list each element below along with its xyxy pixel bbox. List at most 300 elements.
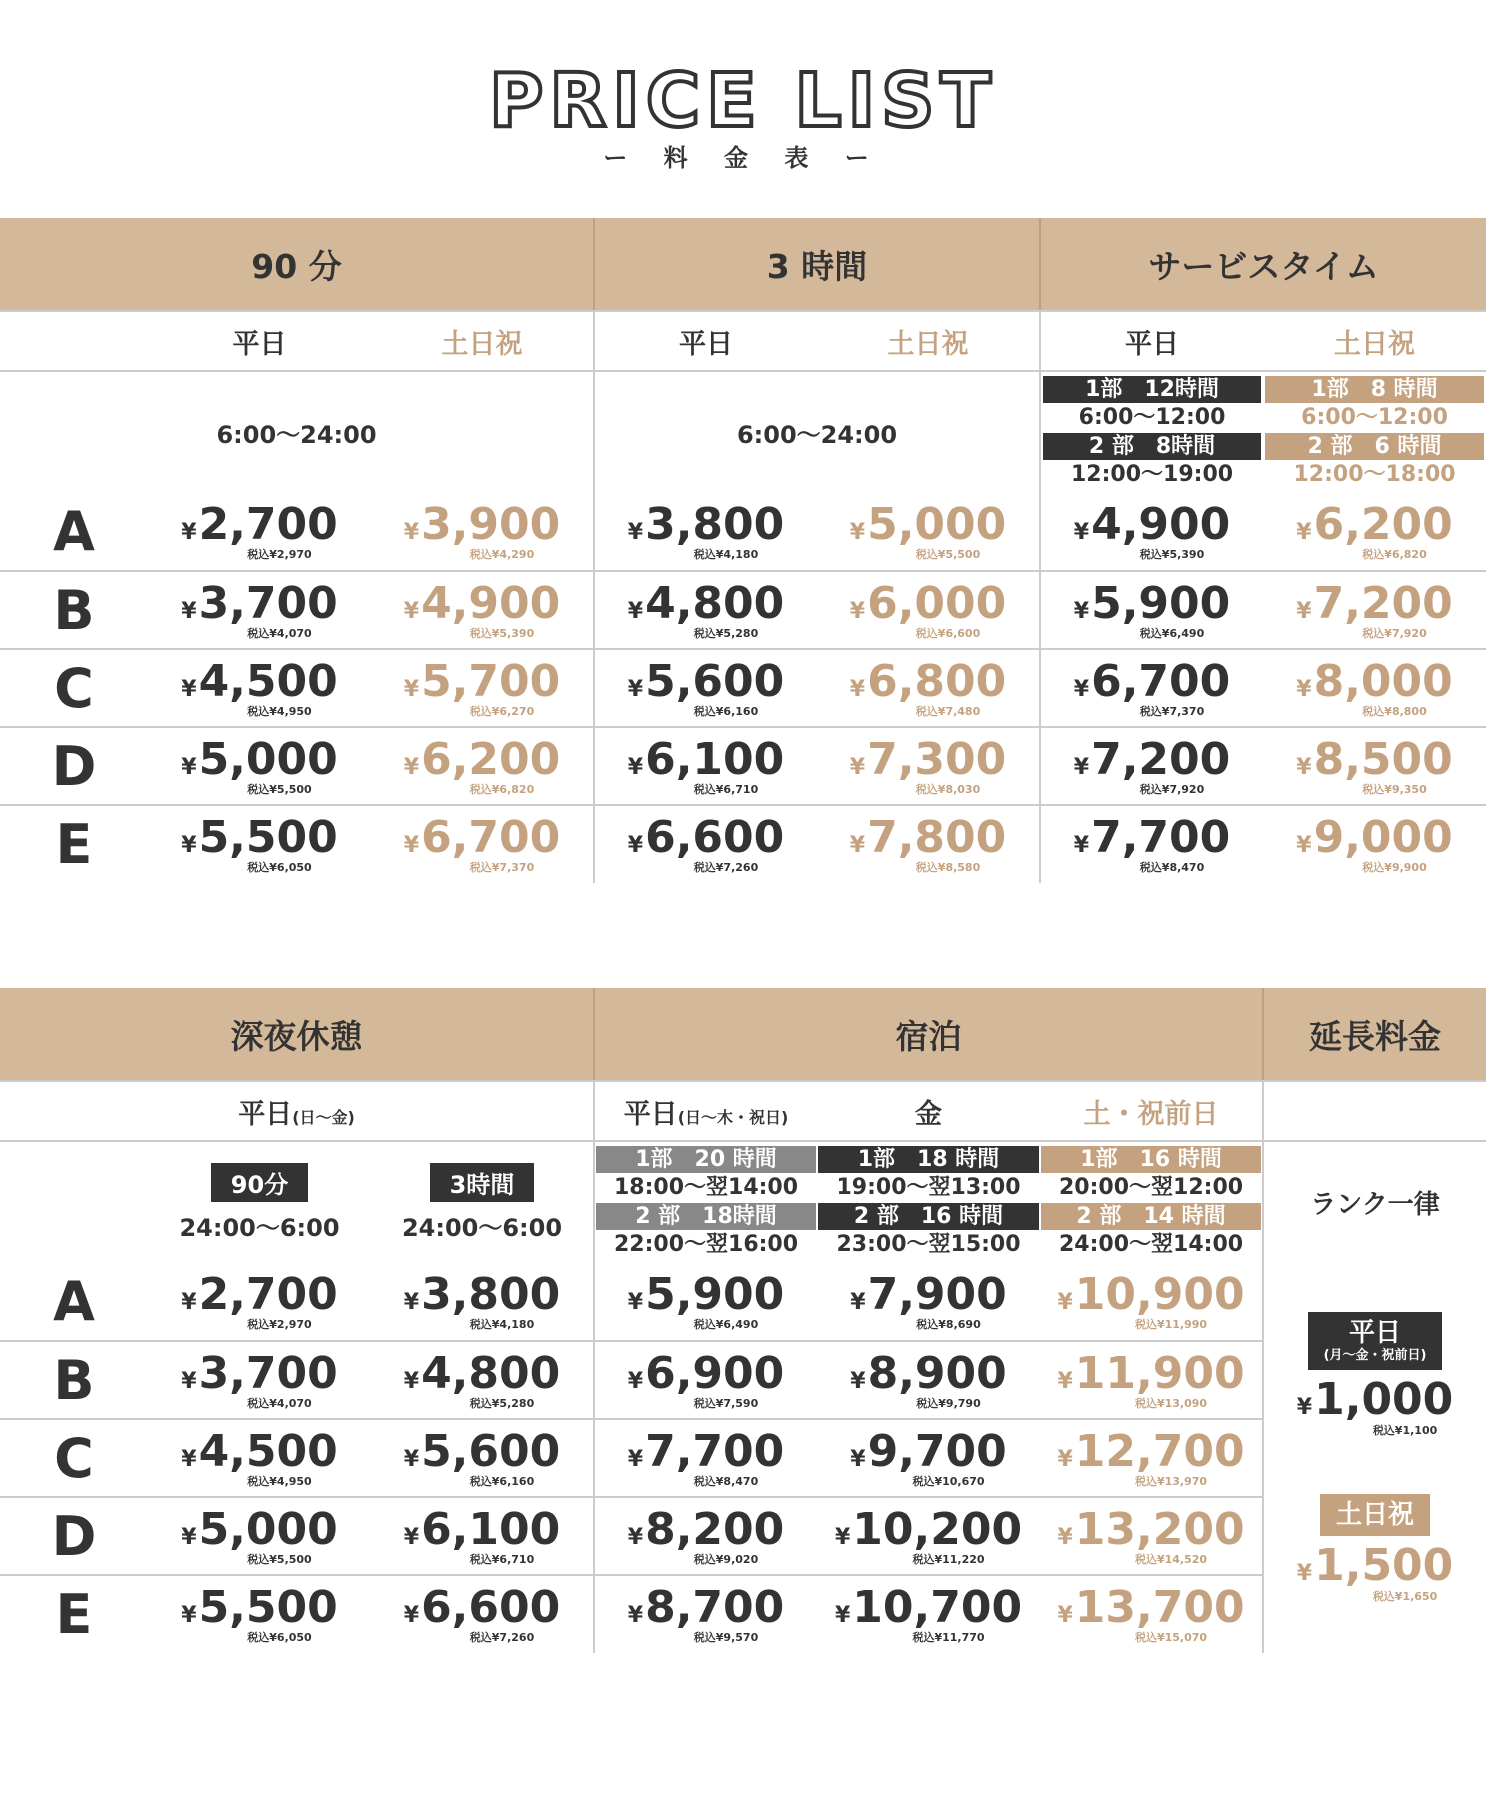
price-value: 4,500 — [198, 1425, 338, 1477]
price-value: 8,900 — [867, 1347, 1007, 1399]
price-tax-included: 税込¥9,900 — [1362, 861, 1427, 874]
sub-note: (日〜木・祝日) — [677, 1107, 789, 1127]
extension-weekend-badge — [1320, 1494, 1430, 1536]
yen-sign: ¥ — [1296, 520, 1312, 545]
header-90min: 90 分 — [0, 218, 594, 311]
price-tax-included: 税込¥5,390 — [1139, 548, 1205, 561]
stay-part-time: 24:00〜翌14:00 — [1059, 1231, 1244, 1257]
stay-part-time: 20:00〜翌12:00 — [1059, 1174, 1244, 1200]
extension-weekend-price — [1264, 1540, 1486, 1591]
yen-sign: ¥ — [849, 676, 866, 702]
price-main — [148, 1425, 371, 1477]
price-main — [371, 1582, 593, 1633]
price-cell — [1263, 649, 1486, 727]
stay-weekday-slots — [594, 1141, 817, 1263]
yen-sign: ¥ — [1296, 1395, 1313, 1420]
extension-weekday-price — [1264, 1374, 1486, 1425]
price — [595, 812, 817, 874]
header-3hours: 3 時間 — [594, 218, 1040, 311]
price — [1040, 1269, 1262, 1331]
yen-sign: ¥ — [181, 1368, 197, 1394]
table-row — [0, 649, 1486, 727]
sub-weekday: 平日 — [1040, 311, 1263, 371]
yen-sign: ¥ — [850, 1368, 866, 1394]
table-row — [0, 805, 1486, 883]
price-value: 3,700 — [198, 577, 338, 629]
yen-sign: ¥ — [627, 598, 644, 624]
price-value: 4,900 — [1091, 499, 1231, 550]
price-main — [371, 655, 593, 707]
price — [1040, 1425, 1262, 1488]
extension-weekday-tax: 税込¥1,100 — [1372, 1424, 1438, 1437]
header-stay: 宿泊 — [594, 988, 1263, 1081]
price-main — [817, 1269, 1040, 1320]
price-main — [1041, 733, 1263, 785]
price-cell — [371, 727, 594, 805]
yen-sign: ¥ — [403, 833, 420, 858]
yen-sign: ¥ — [1296, 1561, 1313, 1586]
price-cell — [817, 571, 1040, 649]
price — [1041, 577, 1263, 640]
price — [371, 733, 593, 796]
price-value: 13,200 — [1074, 1503, 1245, 1555]
price-main — [148, 1347, 371, 1399]
late-slot-3hours — [371, 1141, 594, 1263]
price-main — [817, 577, 1039, 629]
price-cell — [1263, 493, 1486, 571]
price-cell — [371, 1263, 594, 1341]
price-main — [817, 1503, 1040, 1555]
price-tax-included: 税込¥4,070 — [247, 1396, 312, 1410]
service-part-badge: 1部 12時間 — [1043, 376, 1261, 403]
yen-sign: ¥ — [403, 520, 420, 545]
price-value: 6,600 — [421, 1582, 561, 1633]
price-main — [1040, 1347, 1262, 1399]
price-value: 1,500 — [1314, 1540, 1454, 1591]
service-part-time: 12:00〜18:00 — [1293, 461, 1456, 487]
service-weekend-slots — [1263, 371, 1486, 493]
price-value: 7,300 — [867, 733, 1007, 785]
price — [148, 1269, 371, 1331]
price-value: 4,900 — [421, 577, 561, 629]
extension-prices — [1263, 1263, 1486, 1653]
price-tax-included: 税込¥5,500 — [247, 782, 312, 796]
rank-label: D — [0, 1497, 148, 1575]
price-tax-included: 税込¥5,280 — [469, 1396, 535, 1410]
price-cell — [371, 1419, 594, 1497]
time-range-90min: 6:00〜24:00 — [0, 371, 594, 493]
price-main — [371, 1269, 593, 1320]
price-value: 10,700 — [852, 1582, 1023, 1633]
price-value: 3,900 — [421, 499, 561, 550]
yen-sign: ¥ — [403, 1290, 420, 1315]
page-subtitle: ー 料 金 表 ー — [603, 144, 883, 172]
price — [371, 1269, 593, 1331]
price-tax-included: 税込¥11,990 — [1134, 1318, 1208, 1331]
yen-sign: ¥ — [181, 1524, 197, 1550]
price-cell — [1040, 727, 1263, 805]
price-value: 7,200 — [1091, 733, 1231, 785]
rank-label: C — [0, 649, 148, 727]
yen-sign: ¥ — [627, 1603, 644, 1628]
price-tax-included: 税込¥7,920 — [1139, 782, 1205, 796]
price-cell — [1040, 571, 1263, 649]
late-duration-badge: 3時間 — [430, 1163, 535, 1202]
price-tax-included: 税込¥6,490 — [1139, 626, 1205, 640]
price — [817, 655, 1039, 718]
price-cell — [817, 649, 1040, 727]
price-main — [1041, 577, 1263, 629]
price — [817, 1582, 1040, 1644]
price-value: 6,200 — [1313, 499, 1453, 550]
price-cell — [148, 1419, 371, 1497]
price-tax-included: 税込¥6,820 — [1362, 548, 1427, 561]
yen-sign: ¥ — [1057, 1524, 1073, 1550]
yen-sign: ¥ — [1057, 1603, 1073, 1628]
service-part-badge: 1部 8 時間 — [1265, 376, 1484, 403]
price-cell — [594, 1419, 817, 1497]
price-tax-included: 税込¥7,480 — [915, 704, 981, 718]
price-main — [595, 499, 817, 550]
price — [817, 812, 1039, 874]
price-table-night — [0, 988, 1486, 1653]
stay-part-badge: 1部 16 時間 — [1041, 1146, 1261, 1173]
price — [1263, 577, 1486, 640]
service-part-time: 6:00〜12:00 — [1078, 404, 1226, 430]
rank-label: D — [0, 727, 148, 805]
yen-sign: ¥ — [849, 520, 866, 545]
price-main — [148, 1269, 371, 1320]
price-tax-included: 税込¥4,290 — [469, 548, 535, 561]
price-tax-included: 税込¥9,570 — [693, 1631, 759, 1644]
yen-sign: ¥ — [403, 676, 420, 702]
yen-sign: ¥ — [834, 1524, 851, 1550]
price — [371, 1425, 593, 1488]
price-cell — [1040, 649, 1263, 727]
price-value: 2,700 — [198, 499, 338, 550]
yen-sign: ¥ — [181, 754, 197, 780]
price-tax-included: 税込¥8,470 — [693, 1474, 759, 1488]
price-main — [595, 1582, 817, 1633]
price — [595, 1269, 817, 1331]
price-value: 5,600 — [645, 655, 785, 707]
price-main — [148, 655, 371, 707]
price-main — [148, 1503, 371, 1555]
table-row — [0, 493, 1486, 571]
price — [595, 1347, 817, 1410]
price-tax-included: 税込¥7,920 — [1362, 626, 1427, 640]
price-main — [595, 1347, 817, 1399]
price-tax-included: 税込¥5,500 — [915, 548, 981, 561]
price-value: 5,900 — [645, 1269, 785, 1320]
yen-sign: ¥ — [403, 1446, 420, 1472]
price — [595, 1425, 817, 1488]
price-tax-included: 税込¥8,800 — [1362, 704, 1427, 718]
price-tax-included: 税込¥4,180 — [469, 1318, 535, 1331]
price-cell — [594, 571, 817, 649]
price — [817, 1269, 1040, 1331]
yen-sign: ¥ — [181, 833, 197, 858]
price-cell — [371, 1341, 594, 1419]
price-tax-included: 税込¥2,970 — [247, 1318, 312, 1331]
price — [148, 1347, 371, 1410]
price-cell — [817, 805, 1040, 883]
price-cell — [1040, 1341, 1263, 1419]
yen-sign: ¥ — [1296, 833, 1312, 858]
price — [595, 1582, 817, 1644]
yen-sign: ¥ — [181, 676, 197, 702]
price-tax-included: 税込¥13,090 — [1134, 1396, 1208, 1410]
price-main — [817, 1347, 1040, 1399]
yen-sign: ¥ — [403, 1368, 420, 1394]
price-main — [595, 1425, 817, 1477]
price-tax-included: 税込¥4,950 — [247, 1474, 312, 1488]
yen-sign: ¥ — [849, 598, 866, 624]
yen-sign: ¥ — [403, 754, 420, 780]
price — [817, 577, 1039, 640]
yen-sign: ¥ — [627, 1368, 644, 1394]
price-tax-included: 税込¥6,160 — [693, 704, 759, 718]
price-main — [1041, 499, 1263, 550]
price — [817, 1503, 1040, 1566]
price-main — [817, 655, 1039, 707]
price-main — [817, 1425, 1040, 1477]
price-tax-included: 税込¥6,050 — [247, 861, 312, 874]
price — [817, 1425, 1040, 1488]
price-value: 10,900 — [1074, 1269, 1245, 1320]
yen-sign: ¥ — [1057, 1446, 1073, 1472]
rank-label: A — [0, 493, 148, 571]
stay-part-time: 23:00〜翌15:00 — [836, 1231, 1021, 1257]
price-tax-included: 税込¥8,030 — [915, 782, 981, 796]
price — [148, 1425, 371, 1488]
price-value: 5,000 — [198, 1503, 338, 1555]
price-tax-included: 税込¥6,490 — [693, 1318, 759, 1331]
price-main — [1263, 812, 1486, 863]
blank-cell — [1263, 1081, 1486, 1141]
price-cell — [148, 571, 371, 649]
sub-weekend: 土日祝 — [817, 311, 1040, 371]
price-value: 7,700 — [645, 1425, 785, 1477]
price-rows — [0, 1263, 1486, 1653]
price-tax-included: 税込¥5,390 — [469, 626, 535, 640]
yen-sign: ¥ — [403, 598, 420, 624]
rank-label: C — [0, 1419, 148, 1497]
price — [371, 655, 593, 718]
yen-sign: ¥ — [1073, 598, 1090, 624]
price — [371, 1347, 593, 1410]
price-value: 9,700 — [867, 1425, 1007, 1477]
price-cell — [1263, 805, 1486, 883]
service-part-time: 12:00〜19:00 — [1071, 461, 1234, 487]
price — [148, 1582, 371, 1644]
table-row — [0, 571, 1486, 649]
price-value: 4,800 — [421, 1347, 561, 1399]
price-value: 6,700 — [1091, 655, 1231, 707]
price-cell — [817, 1497, 1040, 1575]
price-cell — [148, 1263, 371, 1341]
yen-sign: ¥ — [627, 754, 644, 780]
stay-weekend-slots — [1040, 1141, 1263, 1263]
price-value: 7,700 — [1091, 812, 1231, 863]
price — [1263, 499, 1486, 561]
price-tax-included: 税込¥7,370 — [1139, 704, 1205, 718]
price-main — [595, 812, 817, 863]
table-row — [0, 1263, 1486, 1341]
yen-sign: ¥ — [403, 1524, 420, 1550]
price-main — [1041, 812, 1263, 863]
price-cell — [371, 571, 594, 649]
price-value: 5,000 — [198, 733, 338, 785]
price-cell — [1040, 1497, 1263, 1575]
price-value: 8,500 — [1313, 733, 1453, 785]
price-value: 5,900 — [1091, 577, 1231, 629]
price-tax-included: 税込¥6,710 — [693, 782, 759, 796]
stay-part-badge: 2 部 14 時間 — [1041, 1203, 1261, 1230]
stay-part-time: 19:00〜翌13:00 — [836, 1174, 1021, 1200]
price-main — [148, 499, 371, 550]
extension-weekday-badge — [1308, 1312, 1443, 1370]
price-cell — [148, 1341, 371, 1419]
header-late-night: 深夜休憩 — [0, 988, 594, 1081]
price-cell — [594, 493, 817, 571]
price-tax-included: 税込¥7,260 — [469, 1631, 535, 1644]
extension-weekend-tax: 税込¥1,650 — [1372, 1590, 1438, 1603]
price-cell — [594, 1341, 817, 1419]
yen-sign: ¥ — [1296, 676, 1312, 702]
late-time: 24:00〜6:00 — [401, 1213, 563, 1242]
yen-sign: ¥ — [1057, 1290, 1073, 1315]
stay-part-badge: 2 部 18時間 — [596, 1203, 816, 1230]
price-value: 7,900 — [867, 1269, 1007, 1320]
price-tax-included: 税込¥9,350 — [1362, 782, 1427, 796]
yen-sign: ¥ — [1073, 520, 1090, 545]
price-main — [595, 655, 817, 707]
price-main — [1040, 1582, 1262, 1633]
time-range-3hours: 6:00〜24:00 — [594, 371, 1040, 493]
price-cell — [1040, 1575, 1263, 1653]
yen-sign: ¥ — [1073, 676, 1090, 702]
price-tax-included: 税込¥8,470 — [1139, 861, 1205, 874]
price-main — [595, 1503, 817, 1555]
late-slot-90min — [148, 1141, 371, 1263]
stay-part-time: 22:00〜翌16:00 — [613, 1231, 799, 1257]
yen-sign: ¥ — [181, 1603, 197, 1628]
sub-late-weekday — [0, 1081, 594, 1141]
price-tax-included: 税込¥8,580 — [915, 861, 981, 874]
header-service-time: サービスタイム — [1040, 218, 1486, 311]
price-tax-included: 税込¥7,370 — [469, 861, 535, 874]
price-tax-included: 税込¥2,970 — [247, 548, 312, 561]
price-tax-included: 税込¥5,280 — [693, 626, 759, 640]
service-part-time: 6:00〜12:00 — [1301, 404, 1448, 430]
price-tax-included: 税込¥10,670 — [912, 1474, 985, 1488]
price-value: 6,600 — [645, 812, 785, 863]
price — [1041, 499, 1263, 561]
table-row — [0, 727, 1486, 805]
price — [1040, 1582, 1262, 1644]
price-tax-included: 税込¥6,600 — [915, 626, 981, 640]
price — [371, 577, 593, 640]
price — [148, 1503, 371, 1566]
yen-sign: ¥ — [1057, 1368, 1073, 1394]
price-value: 9,000 — [1313, 812, 1453, 863]
price-tax-included: 税込¥6,270 — [469, 704, 535, 718]
yen-sign: ¥ — [1296, 754, 1312, 780]
price-cell — [148, 493, 371, 571]
sub-weekday: 平日 — [148, 311, 371, 371]
rank-label: B — [0, 571, 148, 649]
price — [595, 499, 817, 561]
price-main — [371, 499, 593, 550]
price — [817, 1347, 1040, 1410]
price-tax-included: 税込¥6,820 — [469, 782, 535, 796]
price-value: 3,700 — [198, 1347, 338, 1399]
price-main — [817, 499, 1039, 550]
price-cell — [594, 1263, 817, 1341]
yen-sign: ¥ — [403, 1603, 420, 1628]
yen-sign: ¥ — [627, 676, 644, 702]
price — [1263, 655, 1486, 718]
price-cell — [817, 493, 1040, 571]
price — [817, 499, 1039, 561]
price-tax-included: 税込¥6,160 — [469, 1474, 535, 1488]
price-cell — [148, 1497, 371, 1575]
yen-sign: ¥ — [181, 520, 197, 545]
price-tax-included: 税込¥14,520 — [1134, 1552, 1208, 1566]
price-main — [148, 577, 371, 629]
price-value: 4,500 — [198, 655, 338, 707]
price-value: 5,500 — [198, 812, 338, 863]
price-table-day — [0, 218, 1486, 883]
price-value: 6,000 — [867, 577, 1007, 629]
price-value: 6,200 — [421, 733, 561, 785]
price-tax-included: 税込¥4,070 — [247, 626, 312, 640]
price-tax-included: 税込¥7,260 — [693, 861, 759, 874]
header-extension: 延長料金 — [1263, 988, 1486, 1081]
sub-weekday: 平日 — [594, 311, 817, 371]
price — [148, 812, 371, 874]
price-cell — [817, 1419, 1040, 1497]
yen-sign: ¥ — [627, 833, 644, 858]
price-value: 1,000 — [1314, 1374, 1454, 1425]
price-main — [817, 733, 1039, 785]
price-cell — [1263, 727, 1486, 805]
yen-sign: ¥ — [627, 1524, 644, 1550]
price-cell — [1040, 1419, 1263, 1497]
price — [371, 1503, 593, 1566]
price-main — [1263, 655, 1486, 707]
price — [1263, 812, 1486, 874]
yen-sign: ¥ — [181, 598, 197, 624]
blank-cell — [0, 1141, 148, 1263]
price-cell — [1040, 805, 1263, 883]
price-cell — [817, 1263, 1040, 1341]
service-weekday-slots — [1040, 371, 1263, 493]
rank-label: E — [55, 813, 93, 876]
price-value: 13,700 — [1074, 1582, 1245, 1633]
price-value: 11,900 — [1074, 1347, 1245, 1399]
price-cell — [371, 805, 594, 883]
yen-sign: ¥ — [627, 1290, 644, 1315]
price-value: 7,800 — [867, 812, 1007, 863]
price-value: 5,500 — [198, 1582, 338, 1633]
price-value: 12,700 — [1074, 1425, 1245, 1477]
late-time: 24:00〜6:00 — [179, 1213, 340, 1242]
price — [1041, 655, 1263, 718]
yen-sign: ¥ — [627, 1446, 644, 1472]
price-cell — [817, 727, 1040, 805]
